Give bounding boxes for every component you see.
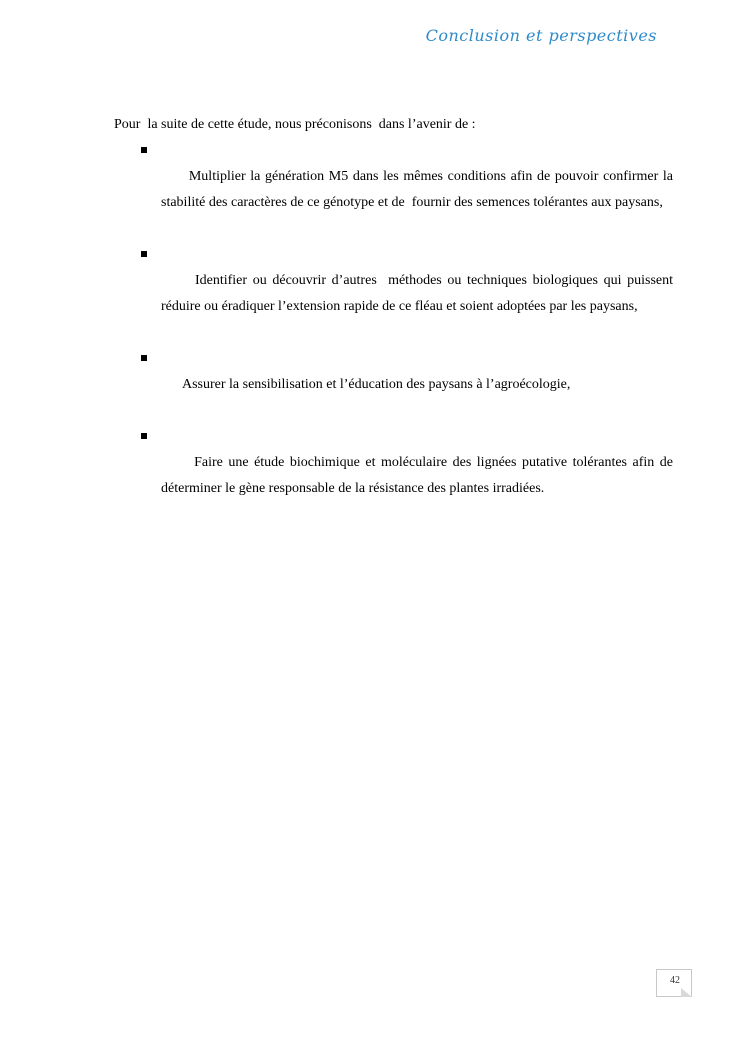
recommendations-list bbox=[114, 138, 677, 528]
running-header-title: Conclusion et perspectives bbox=[425, 26, 657, 45]
page-number: 42 bbox=[670, 975, 680, 986]
list-item bbox=[114, 138, 677, 242]
square-bullet-icon bbox=[141, 355, 147, 361]
page-number-badge bbox=[656, 969, 692, 997]
document-body bbox=[114, 112, 677, 528]
list-item bbox=[114, 424, 677, 528]
list-item-text: Faire une étude biochimique et moléculaire des lignées putative tolérantes afin de déterminer le gène responsable de la résistance des plantes irradiées. bbox=[161, 455, 677, 496]
list-item bbox=[114, 346, 673, 424]
intro-paragraph: Pour la suite de cette étude, nous préconisons dans l’avenir de : bbox=[114, 117, 476, 132]
list-item bbox=[114, 242, 677, 346]
square-bullet-icon bbox=[141, 433, 147, 439]
list-item-text: Multiplier la génération M5 dans les mêmes conditions afin de pouvoir confirmer la stabilité des caractères de ce génotype et de fournir des semences tolérantes aux paysans, bbox=[161, 169, 677, 210]
list-item-text: Assurer la sensibilisation et l’éducation des paysans à l’agroécologie, bbox=[182, 377, 571, 392]
square-bullet-icon bbox=[141, 251, 147, 257]
square-bullet-icon bbox=[141, 147, 147, 153]
list-item-text: Identifier ou découvrir d’autres méthodes ou techniques biologiques qui puissent réduire ou éradiquer l’extension rapide de ce fléau et soient adoptées par les paysans, bbox=[161, 273, 677, 314]
page-curl-icon bbox=[681, 988, 692, 997]
